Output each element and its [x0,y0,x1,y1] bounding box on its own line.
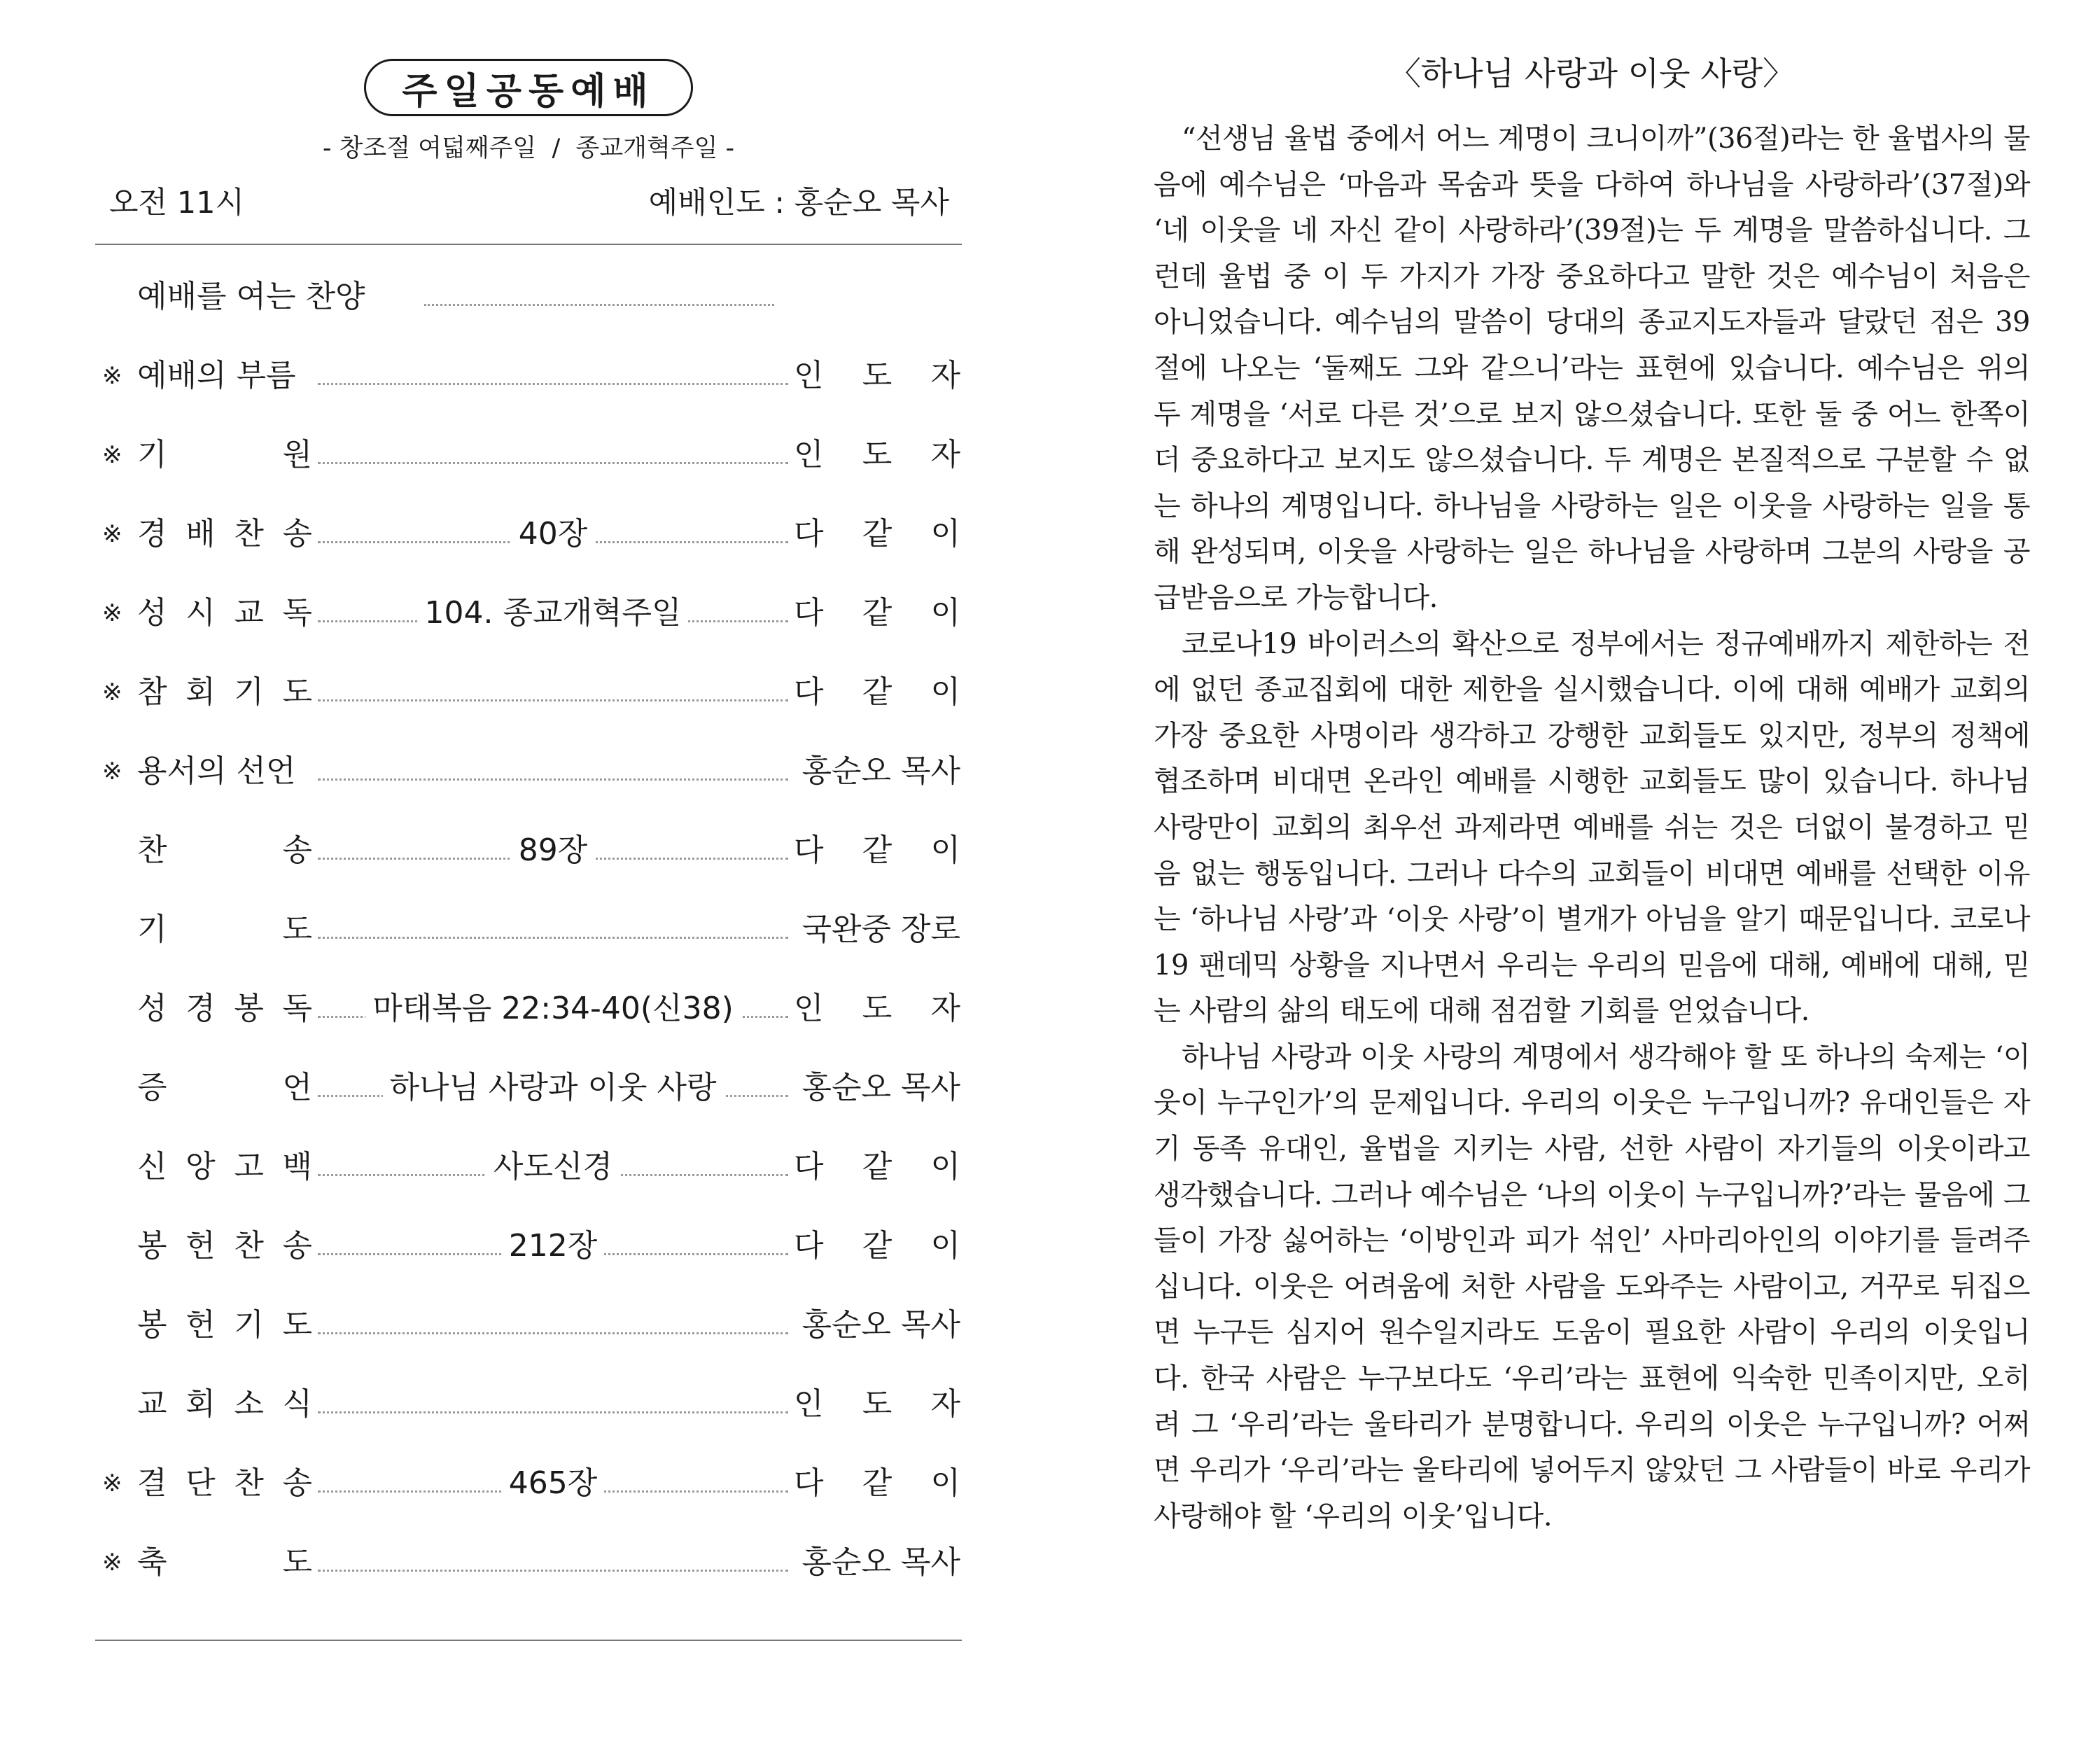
worship-item [95,669,962,716]
item-person: 다 같 이 [794,674,960,710]
standing-mark: ※ [102,1549,122,1577]
item-content-text: 89장 [512,832,595,868]
item-person: 다 같 이 [794,1149,960,1185]
standing-mark: ※ [102,362,122,390]
worship-item [95,1539,962,1586]
item-content [318,1143,788,1191]
item-name: 용서의 선언 [137,753,296,789]
sermon-paragraph: 코로나19 바이러스의 확산으로 정부에서는 정규예배까지 제한하는 전에 없던 종교집회에 대한 제한을 실시했습니다. 이에 대해 예배가 교회의 가장 중요한 사명이라 생각하고 강행한 교회들도 있지만, 정부의 정책에 협조하며 비대면 온라인 예배를 시행한 교회들도 많이 있습니다. 하나님 사랑만이 교회의 최우선 과제라면 예배를 쉬는 것은 더없이 불경하고 믿음 없는 행동입니다. 그러나 다수의 교회들이 비대면 예배를 선택한 이유는 ‘하나님 사랑’과 ‘이웃 사랑’이 별개가 아님을 알기 때문입니다. 코로나19 팬데믹 상황을 지나면서 우리는 우리의 믿음에 대해, 예배에 대해, 믿는 사람의 삶의 태도에 대해 점검할 기회를 얻었습니다. [1154,627,2030,1028]
worship-subtitle: - 창조절 여덟째주일 / 종교개혁주일 - [322,134,735,162]
standing-mark: ※ [102,599,122,627]
item-name: 신 앙 고 백 [137,1149,312,1185]
sermon [1154,49,2030,1539]
leader-dots [318,383,788,385]
worship-item [95,1064,962,1112]
item-person: 다 같 이 [794,516,960,552]
item-person: 홍순오 목사 [802,1544,960,1580]
item-content-text: 104. 종교개혁주일 [418,595,689,631]
leader-dots [424,304,774,306]
worship-leader: 예배인도 : 홍순오 목사 [648,186,949,221]
item-name: 성 경 봉 독 [137,991,312,1026]
standing-mark: ※ [102,1469,122,1497]
item-person: 홍순오 목사 [802,753,960,789]
item-name: 봉 헌 찬 송 [137,1228,312,1264]
leader-dots [318,699,788,701]
worship-item [95,352,962,400]
worship-item [95,1222,962,1270]
item-name: 참 회 기 도 [137,674,312,710]
item-content-text: 465장 [502,1465,605,1501]
item-name: 봉 헌 기 도 [137,1307,312,1343]
item-content [318,1064,788,1112]
item-content [318,510,788,558]
item-name: 결 단 찬 송 [137,1465,312,1501]
item-content [318,827,788,874]
item-name: 기 원 [137,437,312,473]
worship-item [95,589,962,637]
worship-item [95,1301,962,1349]
standing-mark: ※ [102,520,122,548]
standing-mark: ※ [102,441,122,469]
item-person: 다 같 이 [794,1465,960,1501]
item-person: 인 도 자 [794,437,960,473]
sermon-title: 〈하나님 사랑과 이웃 사랑〉 [1388,55,1795,92]
worship-item [95,431,962,479]
worship-time: 오전 11시 [109,186,244,221]
item-person: 홍순오 목사 [802,1307,960,1343]
item-person: 다 같 이 [794,832,960,868]
item-content-text: 40장 [512,516,595,552]
worship-item [95,1460,962,1507]
item-person: 인 도 자 [794,358,960,393]
leader-dots [318,1411,788,1413]
worship-item [95,273,962,321]
item-name: 증 언 [137,1070,312,1105]
bottom-divider [95,1640,962,1641]
sermon-paragraph: 하나님 사랑과 이웃 사랑의 계명에서 생각해야 할 또 하나의 숙제는 ‘이웃이 누구인가’의 문제입니다. 우리의 이웃은 누구입니까? 유대인들은 자기 동족 유대인, 율법을 지키는 사람, 선한 사람이 자기들의 이웃이라고 생각했습니다. 그러나 예수님은 ‘나의 이웃이 누구입니까?’라는 물음에 그들이 가장 싫어하는 ‘이방인과 피가 섞인’ 사마리아인의 이야기를 들려주십니다. 이웃은 어려움에 처한 사람을 도와주는 사람이고, 거꾸로 뒤집으면 누구든 심지어 원수일지라도 도움이 필요한 사람이 우리의 이웃입니다. 한국 사람은 누구보다도 ‘우리’라는 표현에 익숙한 민족이지만, 오히려 그 ‘우리’라는 울타리가 분명합니다. 우리의 이웃은 누구입니까? 어쩌면 우리가 ‘우리’라는 울타리에 넣어두지 않았던 그 사람들이 바로 우리가 사랑해야 할 ‘우리의 이웃’입니다. [1154,1040,2030,1532]
worship-item [95,748,962,795]
standing-mark: ※ [102,678,122,706]
worship-item [95,510,962,558]
item-name: 찬 송 [137,832,312,868]
item-content [318,1460,788,1507]
leader-dots [318,778,788,781]
leader-dots [318,462,788,464]
item-person: 인 도 자 [794,1386,960,1422]
item-person: 다 같 이 [794,595,960,631]
item-content-text: 하나님 사랑과 이웃 사랑 [383,1070,724,1105]
item-name: 축 도 [137,1544,312,1580]
sermon-paragraph: “선생님 율법 중에서 어느 계명이 크니이까”(36절)라는 한 율법사의 물음에 예수님은 ‘마음과 목숨과 뜻을 다하여 하나님을 사랑하라’(37절)와 ‘네 이웃을 네 자신 같이 사랑하라’(39절)는 두 계명을 말씀하십니다. 그런데 율법 중 이 두 가지가 가장 중요하다고 말한 것은 예수님이 처음은 아니었습니다. 예수님의 말씀이 당대의 종교지도자들과 달랐던 점은 39절에 나오는 ‘둘째도 그와 같으니’라는 표현에 있습니다. 예수님은 위의 두 계명을 ‘서로 다른 것’으로 보지 않으셨습니다. 또한 둘 중 어느 한쪽이 더 중요하다고 보지도 않으셨습니다. 두 계명은 본질적으로 구분할 수 없는 하나의 계명입니다. 하나님을 사랑하는 일은 이웃을 사랑하는 일을 통해 완성되며, 이웃을 사랑하는 일은 하나님을 사랑하며 그분의 사랑을 공급받음으로 가능합니다. [1154,123,2030,614]
leader-dots [318,937,788,939]
item-name: 경 배 찬 송 [137,516,312,552]
item-person: 인 도 자 [794,991,960,1026]
item-person: 홍순오 목사 [802,1070,960,1105]
worship-item [95,906,962,954]
worship-item [95,985,962,1033]
item-name: 교 회 소 식 [137,1386,312,1422]
top-divider [95,244,962,245]
item-name: 성 시 교 독 [137,595,312,631]
item-content-text: 마태복음 22:34-40(신38) [365,991,741,1026]
item-content [318,985,788,1033]
item-content [318,589,788,637]
leader-dots [318,1570,788,1572]
item-name: 예배를 여는 찬양 [137,279,365,314]
worship-item [95,827,962,874]
worship-item [95,1143,962,1191]
item-content-text: 사도신경 [486,1149,620,1185]
standing-mark: ※ [102,757,122,785]
item-person: 국완중 장로 [802,912,960,947]
worship-title: 주일공동예배 [364,59,693,116]
worship-item [95,1381,962,1428]
item-content-text: 212장 [502,1228,605,1264]
item-person: 다 같 이 [794,1228,960,1264]
leader-dots [318,1332,788,1334]
item-name: 예배의 부름 [137,358,296,393]
item-name: 기 도 [137,912,312,947]
item-content [318,1222,788,1270]
